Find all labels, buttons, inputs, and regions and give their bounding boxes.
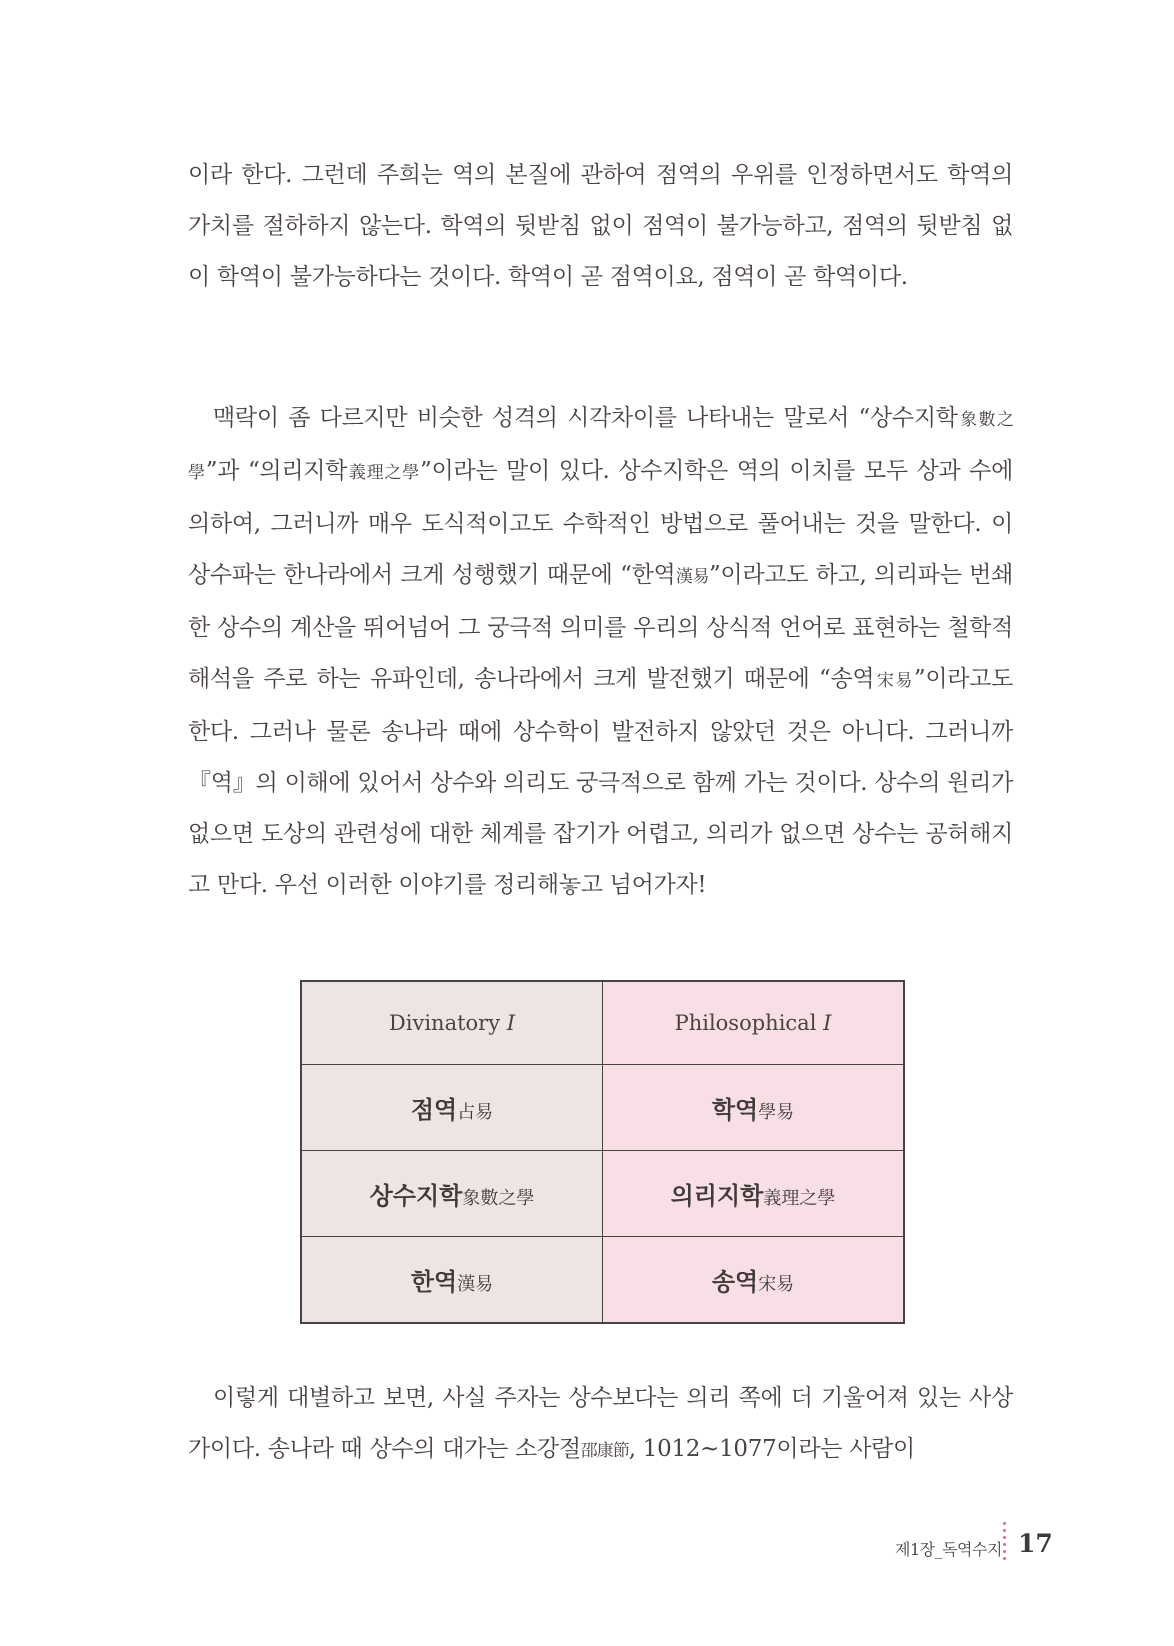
- header-philosophical-numeral: I: [823, 1011, 832, 1035]
- header-philosophical: [603, 981, 905, 1065]
- paragraph-3-text-1: 이렇게 대별하고 보면, 사실 주자는 상수보다는 의리 쪽에 더 기울어져 있는 사상가이다. 송나라 때 상수의 대가는 소강절: [188, 1385, 1013, 1462]
- table-row: [301, 1065, 904, 1151]
- paragraph-2-text-2: ”과 “의리지학: [205, 458, 348, 484]
- body-paragraph-2: [188, 393, 1013, 911]
- header-philosophical-label: Philosophical: [674, 1011, 817, 1035]
- table-row: [301, 1151, 904, 1237]
- cell-hanja: 漢易: [457, 1274, 494, 1295]
- cell-hakyeok: [603, 1065, 905, 1151]
- header-divinatory-numeral: I: [506, 1011, 516, 1035]
- cell-hanja: 義理之學: [763, 1188, 836, 1209]
- hanja-sogangjeol: 邵康節: [580, 1441, 629, 1461]
- cell-hanja: 宋易: [758, 1274, 795, 1295]
- cell-korean: 점역: [410, 1095, 458, 1124]
- body-paragraph-3: [188, 1373, 1013, 1477]
- table-row: [301, 1237, 904, 1324]
- table-header-row: [301, 981, 904, 1065]
- footer-dotted-separator: [1003, 1522, 1009, 1564]
- hanja-hanyeok: 漢易: [675, 567, 709, 587]
- cell-korean: 송역: [711, 1267, 759, 1296]
- page-number: 17: [1018, 1529, 1053, 1558]
- cell-hanja: 占易: [457, 1102, 494, 1123]
- cell-korean: 상수지학: [369, 1181, 463, 1210]
- cell-uirijihak: [603, 1151, 905, 1237]
- paragraph-2-text-4: ”이라고도 하고, 의리파는 번쇄한 상수의 계산을 뛰어넘어 그 궁극적 의미를 우리의 상식적 언어로 표현하는 철학적 해석을 주로 하는 유파인데, 송나라에서 크게 발전했기 때문에 “송역: [188, 562, 1013, 692]
- cell-hanja: 象數之學: [462, 1188, 535, 1209]
- cell-hanja: 學易: [758, 1102, 795, 1123]
- cell-korean: 한역: [410, 1267, 458, 1296]
- header-divinatory-label: Divinatory: [388, 1011, 501, 1035]
- comparison-table: [300, 980, 905, 1324]
- cell-songyeok: [603, 1237, 905, 1324]
- cell-sangsujihak: [301, 1151, 603, 1237]
- hanja-uiri: 義理之學: [347, 463, 421, 483]
- paragraph-2-text-1: 맥락이 좀 다르지만 비슷한 성격의 시각차이를 나타내는 말로서 “상수지학: [213, 405, 958, 431]
- body-paragraph-1: 이라 한다. 그런데 주희는 역의 본질에 관하여 점역의 우위를 인정하면서도 학역의 가치를 절하하지 않는다. 학역의 뒷받침 없이 점역이 불가능하고, 점역의 뒷받침 없이 학역이 불가능하다는 것이다. 학역이 곧 점역이요, 점역이 곧 학역이다.: [188, 162, 1013, 290]
- cell-hanyeok: [301, 1237, 603, 1324]
- paragraph-2-text-5: ”이라고도 한다. 그러나 물론 송나라 때에 상수학이 발전하지 않았던 것은 아니다. 그러니까 『역』의 이해에 있어서 상수와 의리도 궁극적으로 함께 가는 것이다. 상수의 원리가 없으면 도상의 관련성에 대한 체계를 잡기가 어렵고, 의리가 없으면 상수는 공허해지고 만다. 우선 이러한 이야기를 정리해놓고 넘어가자!: [188, 666, 1013, 898]
- paragraph-3-text-2: , 1012~1077이라는 사람이: [628, 1436, 915, 1462]
- hanja-songyeok: 宋易: [874, 671, 914, 691]
- cell-korean: 의리지학: [670, 1181, 764, 1210]
- cell-jeomyeok: [301, 1065, 603, 1151]
- cell-korean: 학역: [711, 1095, 759, 1124]
- header-divinatory: [301, 981, 603, 1065]
- paragraph-2-text-3: ”이라는 말이 있다. 상수지학은 역의 이치를 모두 상과 수에 의하여, 그러니까 매우 도식적이고도 수학적인 방법으로 풀어내는 것을 말한다. 이 상수파는 한나라에서 크게 성행했기 때문에 “한역: [188, 458, 1014, 588]
- running-footer-chapter: 제1장_독역수지: [895, 1540, 1002, 1559]
- hanja-sangsu: 象數之學: [188, 410, 1013, 483]
